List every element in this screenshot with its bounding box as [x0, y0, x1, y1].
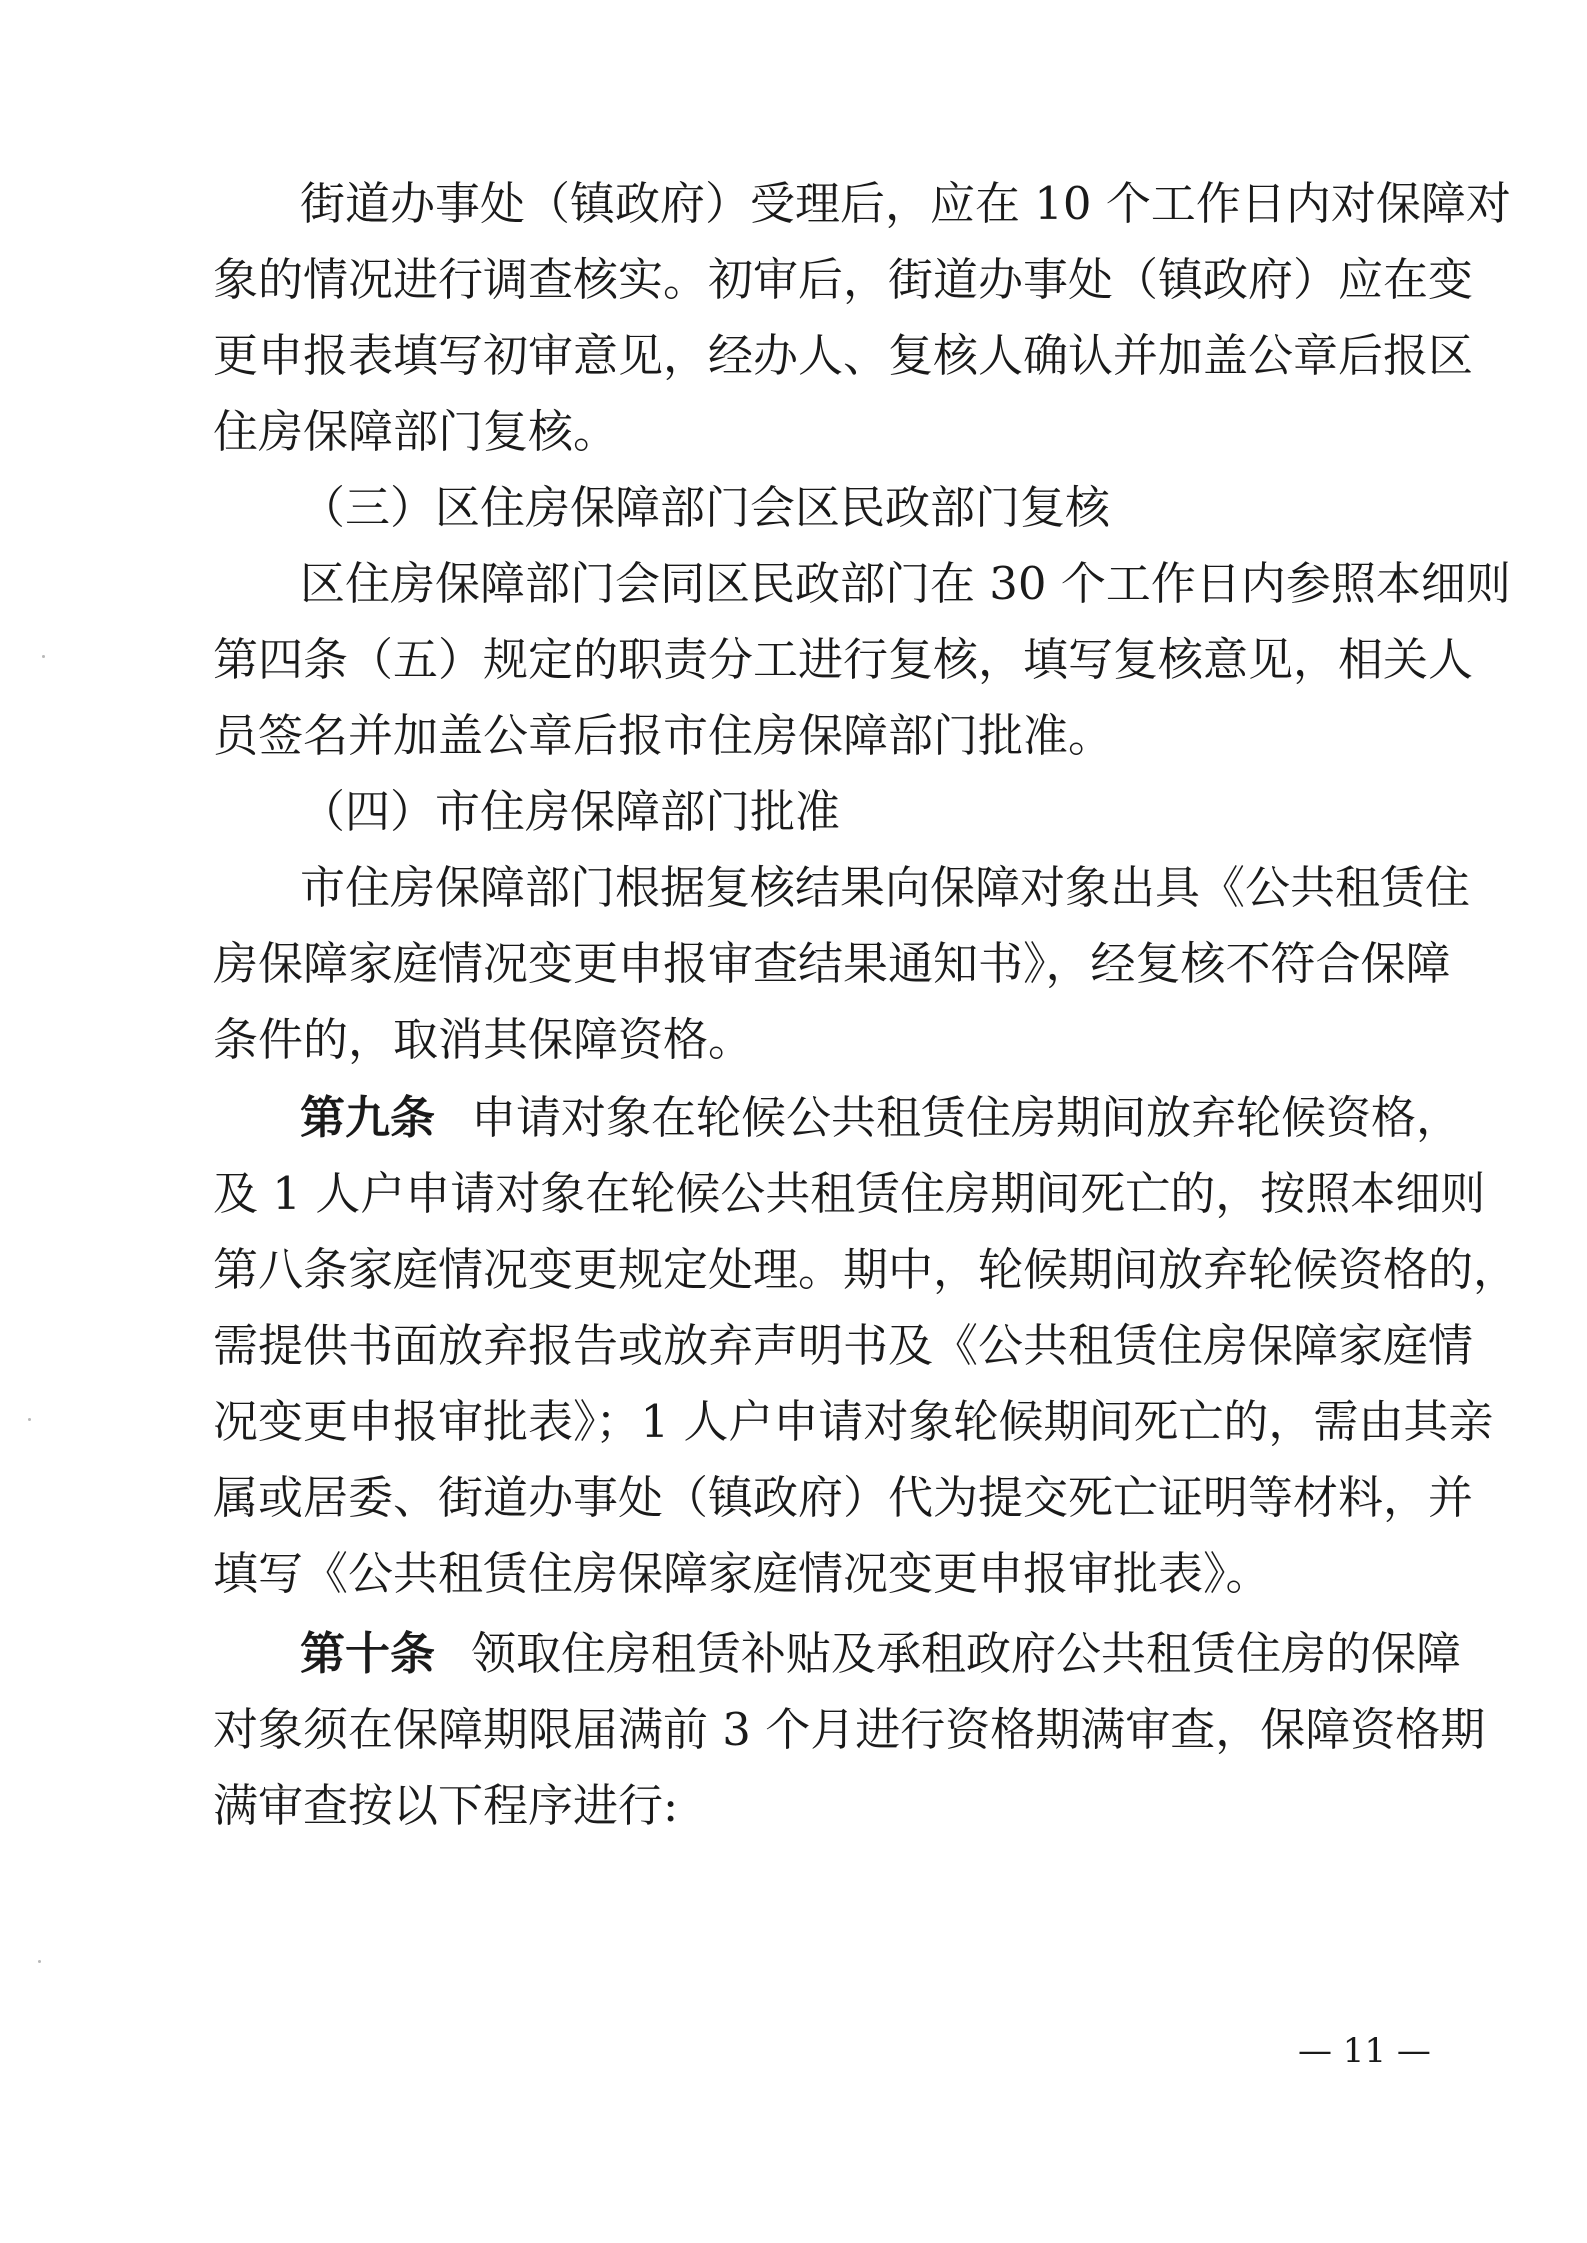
paragraph-line: 街道办事处（镇政府）受理后，应在 10 个工作日内对保障对: [300, 177, 1511, 230]
paragraph-line: 满审查按以下程序进行:: [213, 1779, 679, 1832]
section-heading: （三）区住房保障部门会区民政部门复核: [300, 481, 1111, 534]
paragraph-line: 更申报表填写初审意见，经办人、复核人确认并加盖公章后报区: [213, 329, 1474, 382]
paragraph-line: 需提供书面放弃报告或放弃声明书及《公共租赁住房保障家庭情: [213, 1319, 1474, 1372]
article-9-text: 申请对象在轮候公共租赁住房期间放弃轮候资格，: [471, 1091, 1462, 1144]
article-9-heading: 第九条: [300, 1091, 436, 1144]
paragraph-line: 住房保障部门复核。: [213, 405, 619, 458]
article-9-first-line: [300, 1078, 1461, 1158]
paragraph-line: 第八条家庭情况变更规定处理。期中，轮候期间放弃轮候资格的，: [213, 1243, 1519, 1296]
scan-speck: [42, 655, 45, 658]
paragraph-line: 填写《公共租赁住房保障家庭情况变更申报审批表》。: [213, 1547, 1271, 1600]
paragraph-line: 属或居委、街道办事处（镇政府）代为提交死亡证明等材料，并: [213, 1471, 1474, 1524]
page-number: — 11 —: [1298, 2031, 1431, 2071]
section-heading: （四）市住房保障部门批准: [300, 785, 841, 838]
paragraph-line: 象的情况进行调查核实。初审后，街道办事处（镇政府）应在变: [213, 253, 1474, 306]
paragraph-line: 第四条（五）规定的职责分工进行复核，填写复核意见，相关人: [213, 633, 1474, 686]
paragraph-line: 及 1 人户申请对象在轮候公共租赁住房期间死亡的，按照本细则: [213, 1167, 1486, 1220]
paragraph-line: 房保障家庭情况变更申报审查结果通知书》，经复核不符合保障: [213, 937, 1451, 990]
article-10-heading: 第十条: [300, 1627, 436, 1680]
article-10-first-line: [300, 1614, 1461, 1694]
scan-speck: [38, 1960, 41, 1963]
paragraph-line: 条件的，取消其保障资格。: [213, 1013, 754, 1066]
paragraph-line: 对象须在保障期限届满前 3 个月进行资格期满审查，保障资格期: [213, 1703, 1486, 1756]
paragraph-line: 市住房保障部门根据复核结果向保障对象出具《公共租赁住: [300, 861, 1471, 914]
article-10-text: 领取住房租赁补贴及承租政府公共租赁住房的保障: [471, 1627, 1462, 1680]
paragraph-line: 员签名并加盖公章后报市住房保障部门批准。: [213, 709, 1114, 762]
paragraph-line: 区住房保障部门会同区民政部门在 30 个工作日内参照本细则: [300, 557, 1511, 610]
paragraph-line: 况变更申报审批表》；1 人户申请对象轮候期间死亡的，需由其亲: [213, 1395, 1494, 1448]
scan-speck: [28, 1418, 31, 1421]
